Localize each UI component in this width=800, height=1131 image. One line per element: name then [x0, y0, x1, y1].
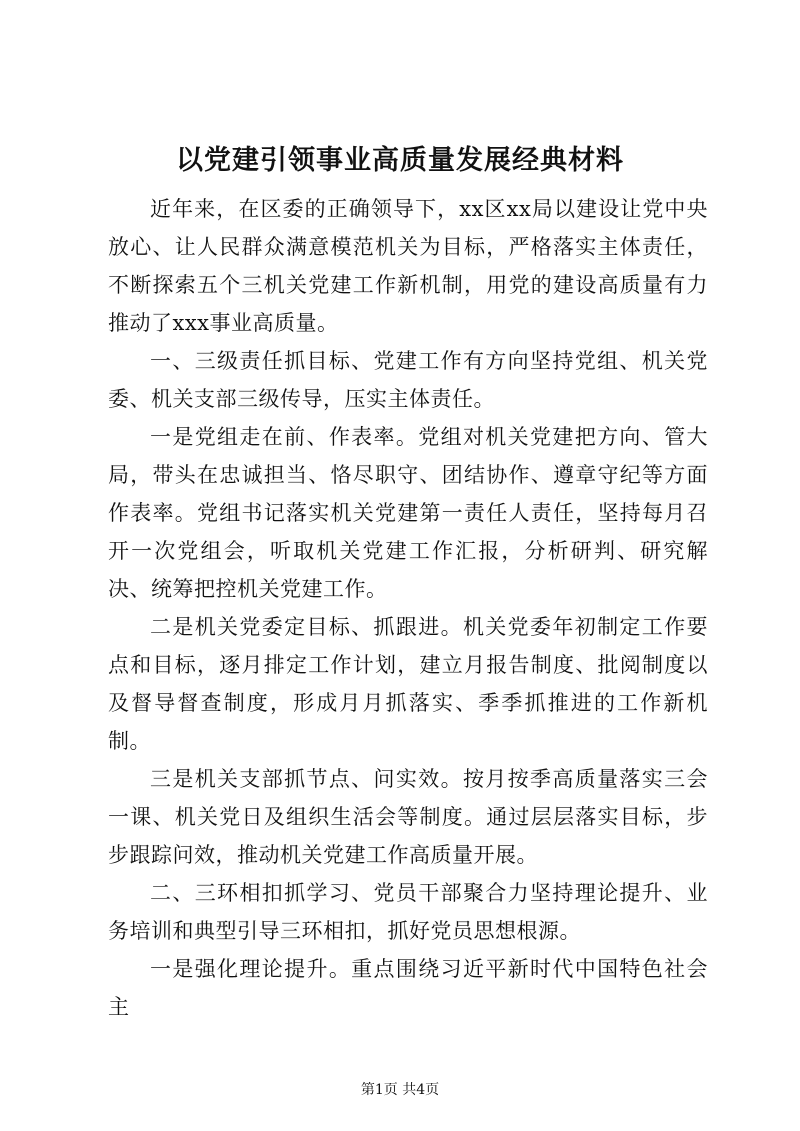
page-number-footer: 第1页 共4页 [360, 1082, 440, 1098]
paragraph-section-1-heading: 一、三级责任抓目标、党建工作有方向坚持党组、机关党委、机关支部三级传导，压实主体责任。 [108, 349, 708, 411]
paragraph-intro: 近年来，在区委的正确领导下，xx区xx局以建设让党中央放心、让人民群众满意模范机关为目标，严格落实主体责任，不断探索五个三机关党建工作新机制，用党的建设高质量有力推动了xxx事业高质量。 [108, 197, 708, 335]
paragraph-party-group: 一是党组走在前、作表率。党组对机关党建把方向、管大局，带头在忠诚担当、恪尽职守、团结协作、遵章守纪等方面作表率。党组书记落实机关党建第一责任人责任，坚持每月召开一次党组会，听取机关党建工作汇报，分析研判、研究解决、统筹把控机关党建工作。 [108, 425, 708, 601]
paragraph-theory: 一是强化理论提升。重点围绕习近平新时代中国特色社会主 [108, 957, 708, 1019]
paragraph-party-branch: 三是机关支部抓节点、问实效。按月按季高质量落实三会一课、机关党日及组织生活会等制度。通过层层落实目标，步步跟踪问效，推动机关党建工作高质量开展。 [108, 767, 708, 867]
document-body [108, 190, 708, 1026]
paragraph-party-committee: 二是机关党委定目标、抓跟进。机关党委年初制定工作要点和目标，逐月排定工作计划，建立月报告制度、批阅制度以及督导督查制度，形成月月抓落实、季季抓推进的工作新机制。 [108, 615, 708, 753]
document-title: 以党建引领事业高质量发展经典材料 [176, 145, 624, 176]
paragraph-section-2-heading: 二、三环相扣抓学习、党员干部聚合力坚持理论提升、业务培训和典型引导三环相扣，抓好党员思想根源。 [108, 881, 708, 943]
